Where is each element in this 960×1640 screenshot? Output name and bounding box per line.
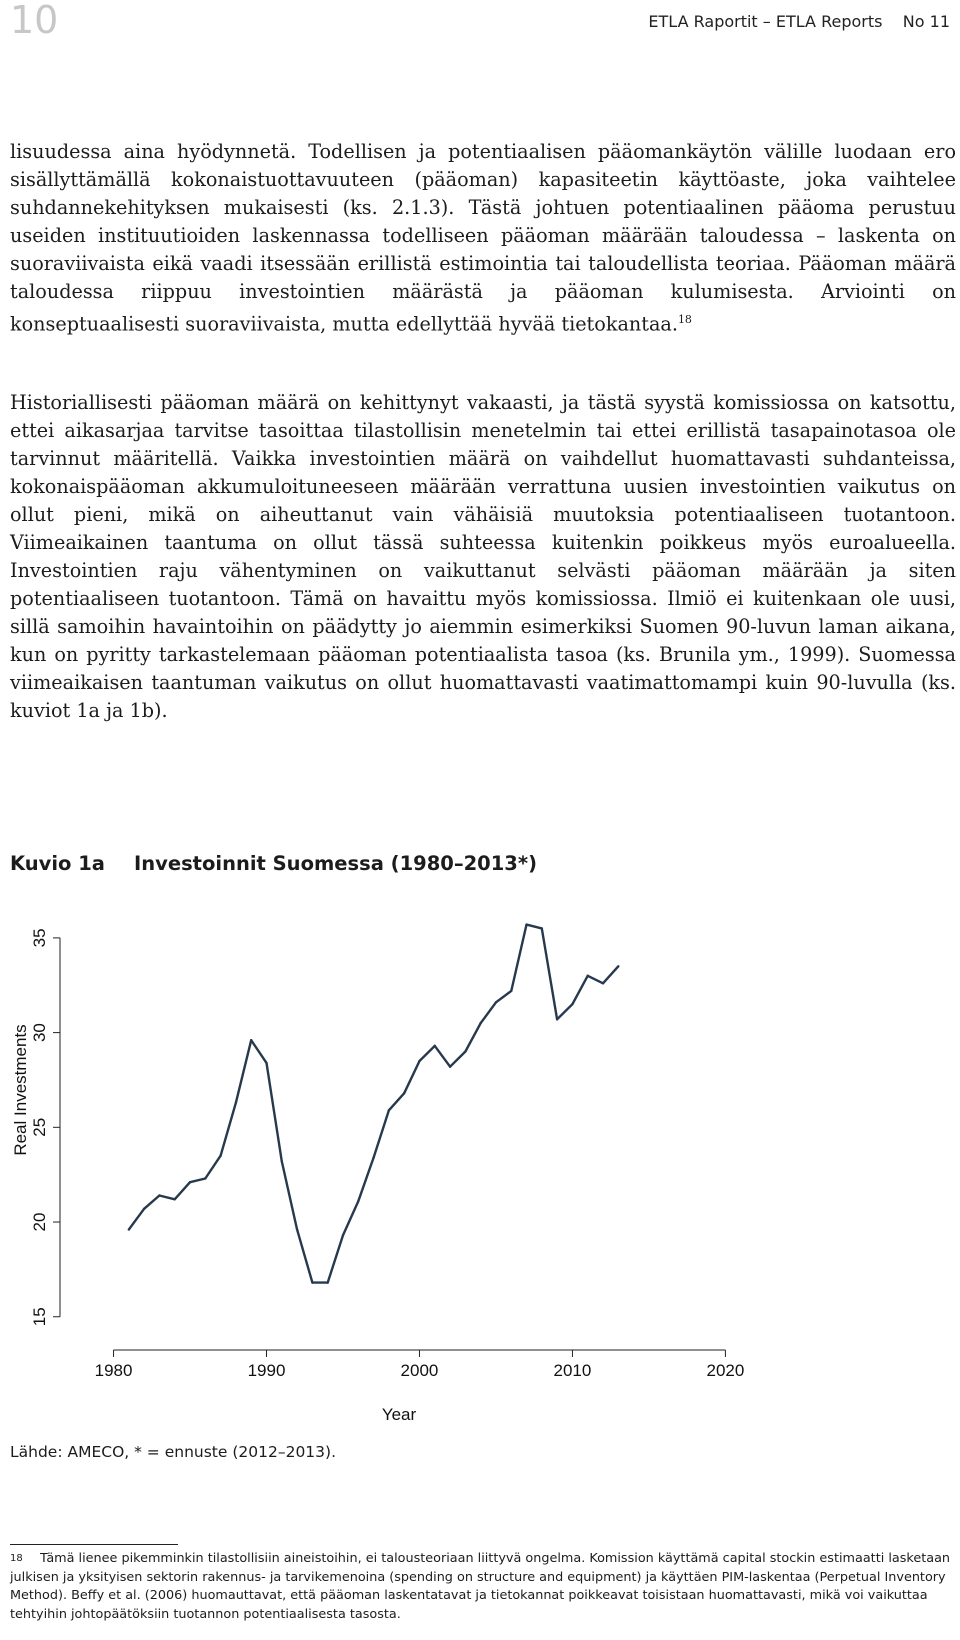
data-point <box>403 1092 405 1094</box>
data-point <box>219 1155 221 1157</box>
data-point <box>250 1039 252 1041</box>
data-point <box>326 1281 328 1283</box>
series-points <box>128 923 620 1283</box>
y-tick-label: 20 <box>30 1212 49 1232</box>
data-point <box>617 965 619 967</box>
data-point <box>128 1228 130 1230</box>
x-tick-label: 2020 <box>706 1361 745 1380</box>
y-tick-label: 25 <box>30 1117 49 1137</box>
data-point <box>311 1281 313 1283</box>
x-tick-label: 2010 <box>553 1361 592 1380</box>
data-point <box>510 990 512 992</box>
x-axis <box>95 1350 745 1380</box>
data-point <box>174 1198 176 1200</box>
figure-caption <box>10 852 537 875</box>
footnote-marker: 18 <box>10 1553 23 1564</box>
data-point <box>296 1228 298 1230</box>
data-point <box>449 1065 451 1067</box>
data-point <box>281 1160 283 1162</box>
footnote-reference: 18 <box>677 313 692 326</box>
data-point <box>464 1050 466 1052</box>
footnote <box>10 1550 956 1624</box>
data-point <box>158 1194 160 1196</box>
data-point <box>541 927 543 929</box>
x-axis-label: Year <box>381 1405 417 1420</box>
data-point <box>479 1022 481 1024</box>
paragraph-1-text: lisuudessa aina hyödynnetä. Todellisen ja potentiaalisen pääomankäytön välille luodaan ero sisällyttämällä kokonaistuottavuuteen (pääoman) kapasiteetin käyttöaste, joka vaihtelee suhdannekehityksen mukaisesti (ks. 2.1.3). Tästä johtuen potentiaalinen pääoma perustuu useiden instituutioiden laskennassa todelliseen pääoman määrään taloudessa – laskenta on suoraviivaista eikä vaadi itsessään erillistä estimointia tai taloudellista teoriaa. Pääoman määrä taloudessa riippuu investointien määrästä ja pääoman kulumisesta. Arviointi on konseptuaalisesti suoraviivaista, mutta edellyttää hyvää tietokantaa. <box>10 140 956 336</box>
y-axis-label: Real Investments <box>11 1024 30 1156</box>
source-note: Lähde: AMECO, * = ennuste (2012–2013). <box>10 1443 337 1461</box>
data-point <box>143 1208 145 1210</box>
data-point <box>388 1109 390 1111</box>
figure-number: Kuvio 1a <box>10 852 105 875</box>
series-line <box>129 925 619 1283</box>
data-point <box>342 1234 344 1236</box>
data-point <box>434 1045 436 1047</box>
line-chart <box>0 900 760 1420</box>
data-point <box>587 975 589 977</box>
y-tick-label: 15 <box>30 1307 49 1327</box>
figure-title: Investoinnit Suomessa (1980–2013*) <box>134 852 537 875</box>
paragraph-2: Historiallisesti pääoman määrä on kehittynyt vakaasti, ja tästä syystä komissiossa on katsottu, ettei aikasarjaa tarvitse tasoittaa tilastollisin menetelmin tai ettei erillistä tasapainotasoa ole tarvinnut määritellä. Vaikka investointien määrä on vaihdellut huomattavasti suhdanteissa, kokonaispääoman akkumuloituneeseen määrään verrattuna uusien investointien vaikutus on ollut pieni, mikä on aiheuttanut vain vähäisiä muutoksia potentiaaliseen tuotantoon. Viimeaikainen taantuma on ollut tässä suhteessa kuitenkin poikkeus myös euroalueella. Investointien raju vähentyminen on vaikuttanut selvästi pääoman määrään ja siten potentiaaliseen tuotantoon. Tämä on havaittu myös komissiossa. Ilmiö ei kuitenkaan ole uusi, sillä samoihin havaintoihin on päädytty jo aiemmin esimerkiksi Suomen 90-luvun laman aikana, kun on pyritty tarkastelemaan pääoman potentiaalista tasoa (ks. Brunila ym., 1999). Suomessa viimeaikaisen taantuman vaikutus on ollut huomattavasti vaatimattomampi kuin 90-luvulla (ks. kuviot 1a ja 1b). <box>10 391 956 722</box>
data-point <box>204 1177 206 1179</box>
page-number: 10 <box>10 0 59 42</box>
x-tick-label: 1980 <box>94 1361 133 1380</box>
data-point <box>556 1018 558 1020</box>
y-tick-label: 30 <box>30 1023 49 1043</box>
running-header: ETLA Raportit – ETLA Reports No 11 <box>648 12 950 31</box>
data-point <box>372 1156 374 1158</box>
x-tick-label: 1990 <box>247 1361 286 1380</box>
y-axis <box>30 928 60 1326</box>
data-point <box>189 1181 191 1183</box>
data-point <box>418 1060 420 1062</box>
x-tick-label: 2000 <box>400 1361 439 1380</box>
data-point <box>525 923 527 925</box>
y-tick-label: 35 <box>30 928 49 948</box>
data-point <box>357 1200 359 1202</box>
footnote-divider <box>10 1544 178 1545</box>
paragraph-1 <box>10 138 956 338</box>
data-point <box>235 1101 237 1103</box>
data-point <box>602 982 604 984</box>
data-point <box>265 1062 267 1064</box>
data-point <box>495 1001 497 1003</box>
footnote-text: Tämä lienee pikemminkin tilastollisiin aineistoihin, ei talousteoriaan liittyvä ongelma. Komission käyttämä capital stockin estimaatti lasketaan julkisen ja yksityisen sektorin rakennus- ja tarvikemenoina (spending on structure and equipment) ja käyttäen PIM-laskentaa (Perpetual Inventory Method). Beffy et al. (2006) huomauttavat, että pääoman laskentatavat ja tietokannat poikkeavat toisistaan huomattavasti, mikä voi vaikuttaa tehtyihin johtopäätöksiin tuotannon potentiaalisesta tasosta. <box>10 1551 951 1622</box>
data-point <box>571 1003 573 1005</box>
